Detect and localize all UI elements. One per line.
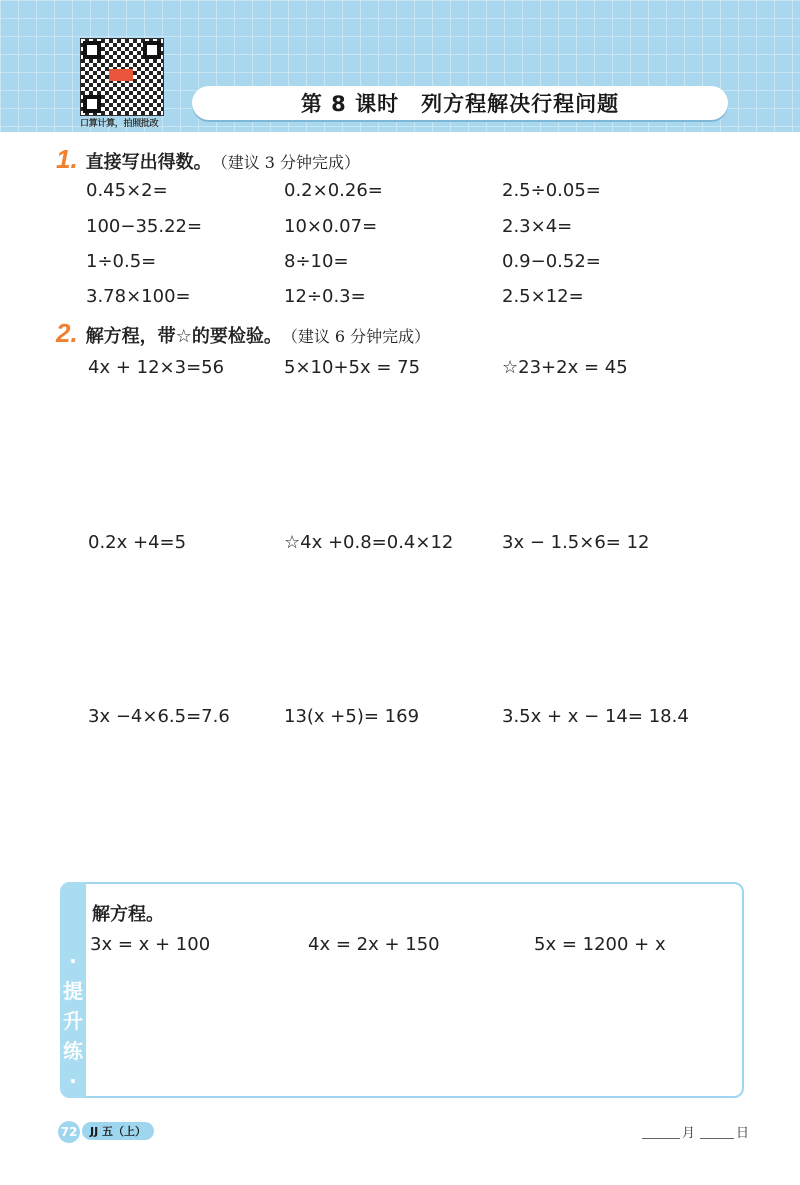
section2-heading xyxy=(56,318,430,349)
calc-item: 2.5×12= xyxy=(502,286,584,307)
section2-number: 2. xyxy=(56,318,78,348)
calc-item: 10×0.07= xyxy=(284,216,378,237)
calc-item: 1÷0.5= xyxy=(86,251,157,272)
practice-equation: 3x = x + 100 xyxy=(90,934,211,955)
qr-logo-icon xyxy=(109,69,133,81)
calc-item: 8÷10= xyxy=(284,251,349,272)
lesson-topic: 列方程解决行程问题 xyxy=(421,92,620,116)
edition-badge: JJ 五（上） xyxy=(82,1122,154,1140)
calc-item: 0.45×2= xyxy=(86,180,168,201)
month-blank[interactable] xyxy=(642,1138,680,1139)
equation-item: 0.2x +4=5 xyxy=(88,532,187,553)
practice-tab-label: · 提 升 练 · xyxy=(63,949,83,1093)
section1-label: 直接写出得数。 xyxy=(85,152,212,173)
equation-item: 3x − 1.5×6= 12 xyxy=(502,532,650,553)
section1-hint: （建议 3 分钟完成） xyxy=(211,153,361,172)
equation-item: 13(x +5)= 169 xyxy=(284,706,420,727)
practice-equation: 5x = 1200 + x xyxy=(534,934,666,955)
section1-heading xyxy=(56,144,360,175)
day-blank[interactable] xyxy=(700,1138,734,1139)
calc-item: 0.2×0.26= xyxy=(284,180,383,201)
calc-item: 2.3×4= xyxy=(502,216,573,237)
equation-item: ☆4x +0.8=0.4×12 xyxy=(284,532,454,553)
practice-title: 解方程。 xyxy=(92,904,164,925)
page-number: 72 xyxy=(58,1121,80,1143)
section2-hint: （建议 6 分钟完成） xyxy=(281,327,431,346)
section1-number: 1. xyxy=(56,144,78,174)
equation-item: 3x −4×6.5=7.6 xyxy=(88,706,230,727)
equation-item: 4x + 12×3=56 xyxy=(88,357,225,378)
calc-item: 0.9−0.52= xyxy=(502,251,601,272)
calc-item: 100−35.22= xyxy=(86,216,203,237)
calc-item: 12÷0.3= xyxy=(284,286,366,307)
lesson-title xyxy=(192,86,728,120)
equation-item: ☆23+2x = 45 xyxy=(502,357,628,378)
practice-equation: 4x = 2x + 150 xyxy=(308,934,440,955)
qr-code[interactable] xyxy=(80,38,164,116)
equation-item: 5×10+5x = 75 xyxy=(284,357,421,378)
lesson-number: 第 8 课时 xyxy=(300,92,400,116)
calc-item: 2.5÷0.05= xyxy=(502,180,601,201)
month-label: 月 xyxy=(682,1126,696,1141)
section2-label: 解方程，带☆的要检验。 xyxy=(85,326,282,347)
equation-item: 3.5x + x − 14= 18.4 xyxy=(502,706,689,727)
qr-caption: 口算计算，拍照批改 xyxy=(80,119,159,129)
calc-item: 3.78×100= xyxy=(86,286,191,307)
day-label: 日 xyxy=(736,1126,750,1141)
